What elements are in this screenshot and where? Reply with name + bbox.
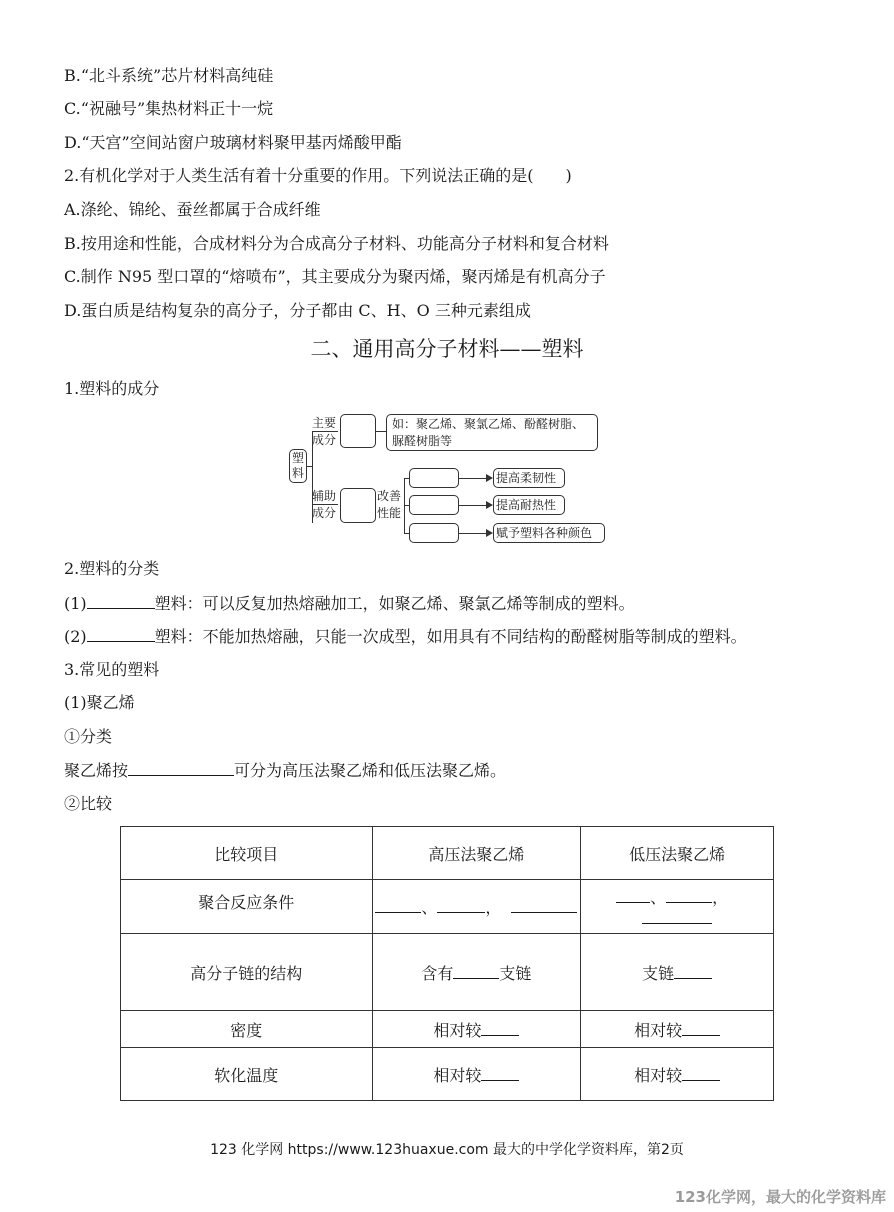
classification-1-number: (1) <box>64 594 87 613</box>
additive-blank-1 <box>409 468 459 488</box>
blank <box>616 887 650 903</box>
low-softening-cell <box>581 1048 774 1101</box>
cell-text: 相对较 <box>433 1065 482 1085</box>
arrow-line-2 <box>459 505 489 506</box>
blank <box>437 897 485 913</box>
low-conditions-cell <box>581 880 774 934</box>
row-label-conditions: 聚合反应条件 <box>121 880 373 934</box>
aux-label-2: 成分 <box>312 506 337 520</box>
classify-pre: 聚乙烯按 <box>64 761 129 780</box>
row-label-softening: 软化温度 <box>121 1048 373 1101</box>
blank <box>642 908 712 924</box>
classify-post: 可分为高压法聚乙烯和低压法聚乙烯。 <box>234 761 507 780</box>
low-density-cell <box>581 1011 774 1048</box>
header-high-pressure: 高压法聚乙烯 <box>372 827 581 880</box>
question-2-option-c: C.制作 N95 型口罩的“熔喷布”，其主要成分为聚丙烯，聚丙烯是有机高分子 <box>64 267 606 286</box>
row-label-density: 密度 <box>121 1011 373 1048</box>
cell-text: 支链 <box>642 963 675 983</box>
subsection-common: 3.常见的塑料 <box>64 660 160 679</box>
watermark: 123化学网，最大的化学资料库 <box>674 1188 886 1206</box>
table-row <box>121 934 774 1011</box>
cell-text: 含有 <box>421 963 454 983</box>
main-label-2: 成分 <box>312 433 337 447</box>
main-note-1: 如：聚乙烯、聚氯乙烯、酚醛树脂、 <box>392 417 585 431</box>
question-2-option-b: B.按用途和性能，合成材料分为合成高分子材料、功能高分子材料和复合材料 <box>64 234 609 253</box>
question-2-option-a: A.涤纶、锦纶、蚕丝都属于合成纤维 <box>64 200 321 219</box>
improve-label-2: 性能 <box>377 506 402 520</box>
additive-blank-3 <box>409 523 459 543</box>
main-to-note-line <box>376 431 386 432</box>
question-2: 2.有机化学对于人类生活有着十分重要的作用。下列说法正确的是( ) <box>64 166 572 185</box>
arrow-line-3 <box>459 533 489 534</box>
option-d: D.“天宫”空间站窗户玻璃材料聚甲基丙烯酸甲酯 <box>64 133 402 152</box>
table-row <box>121 1011 774 1048</box>
header-low-pressure: 低压法聚乙烯 <box>581 827 774 880</box>
classification-2 <box>64 626 747 647</box>
classification-1-blank <box>87 593 155 609</box>
result-2: 提高耐热性 <box>496 498 557 512</box>
high-density-cell <box>372 1011 581 1048</box>
high-structure-cell <box>372 934 581 1011</box>
arrow-head-1 <box>486 474 493 482</box>
header-item: 比较项目 <box>121 827 373 880</box>
section-title: 二、通用高分子材料——塑料 <box>310 337 584 361</box>
question-2-option-d: D.蛋白质是结构复杂的高分子，分子都由 C、H、O 三种元素组成 <box>64 301 531 320</box>
high-conditions-cell <box>372 880 581 934</box>
main-branch-line <box>312 431 338 432</box>
cell-text: 支链 <box>499 963 532 983</box>
blank <box>674 963 712 979</box>
table-row <box>121 880 774 934</box>
blank <box>666 887 712 903</box>
cell-text: 相对较 <box>634 1065 683 1085</box>
result-1: 提高柔韧性 <box>496 471 557 485</box>
classify-sentence <box>64 760 506 781</box>
classification-2-number: (2) <box>64 627 87 646</box>
blank <box>453 963 499 979</box>
polyethylene-heading: (1)聚乙烯 <box>64 693 135 712</box>
cell-text: 相对较 <box>634 1020 683 1040</box>
result-3: 赋予塑料各种颜色 <box>496 526 593 540</box>
composition-diagram <box>288 411 608 545</box>
subsection-classification: 2.塑料的分类 <box>64 559 160 578</box>
aux-label-1: 辅助 <box>312 489 337 503</box>
classification-2-blank <box>87 626 155 642</box>
classification-1 <box>64 593 635 614</box>
classification-2-text: 塑料：不能加热熔融，只能一次成型，如用具有不同结构的酚醛树脂等制成的塑料。 <box>154 627 747 646</box>
main-component-blank <box>340 414 376 448</box>
root-label: 塑料 <box>292 451 305 480</box>
additive-blank-2 <box>409 495 459 515</box>
comparison-table <box>120 826 774 1101</box>
aux-branch-line <box>312 504 338 505</box>
blank <box>375 897 421 913</box>
aux-component-blank <box>340 488 376 523</box>
table-row <box>121 1048 774 1101</box>
blank <box>682 1065 720 1081</box>
option-c: C.“祝融号”集热材料正十一烷 <box>64 99 274 118</box>
cell-text: 相对较 <box>433 1020 482 1040</box>
low-structure-cell <box>581 934 774 1011</box>
main-note-2: 脲醛树脂等 <box>392 434 453 448</box>
subsection-composition: 1.塑料的成分 <box>64 379 160 398</box>
arrow-line-1 <box>459 478 489 479</box>
blank <box>682 1020 720 1036</box>
option-b: B.“北斗系统”芯片材料高纯硅 <box>64 66 274 85</box>
blank <box>511 897 577 913</box>
improve-label-1: 改善 <box>377 489 402 503</box>
main-label-1: 主要 <box>312 416 337 430</box>
classify-heading: ①分类 <box>64 727 113 746</box>
high-softening-cell <box>372 1048 581 1101</box>
classification-1-text: 塑料：可以反复加热熔融加工，如聚乙烯、聚氯乙烯等制成的塑料。 <box>154 594 635 613</box>
page-footer: 123 化学网 https://www.123huaxue.com 最大的中学化学资料库，第2页 <box>210 1142 684 1158</box>
arrow-head-2 <box>486 501 493 509</box>
row-label-structure: 高分子链的结构 <box>121 934 373 1011</box>
separator: 、 <box>421 898 438 917</box>
separator: ， <box>712 888 729 907</box>
classify-blank <box>128 760 234 776</box>
arrow-head-3 <box>486 529 493 537</box>
blank <box>481 1065 519 1081</box>
root-connector <box>307 466 312 467</box>
table-header-row <box>121 827 774 880</box>
separator: ， <box>485 898 502 917</box>
separator: 、 <box>650 888 667 907</box>
compare-heading: ②比较 <box>64 794 113 813</box>
blank <box>481 1020 519 1036</box>
